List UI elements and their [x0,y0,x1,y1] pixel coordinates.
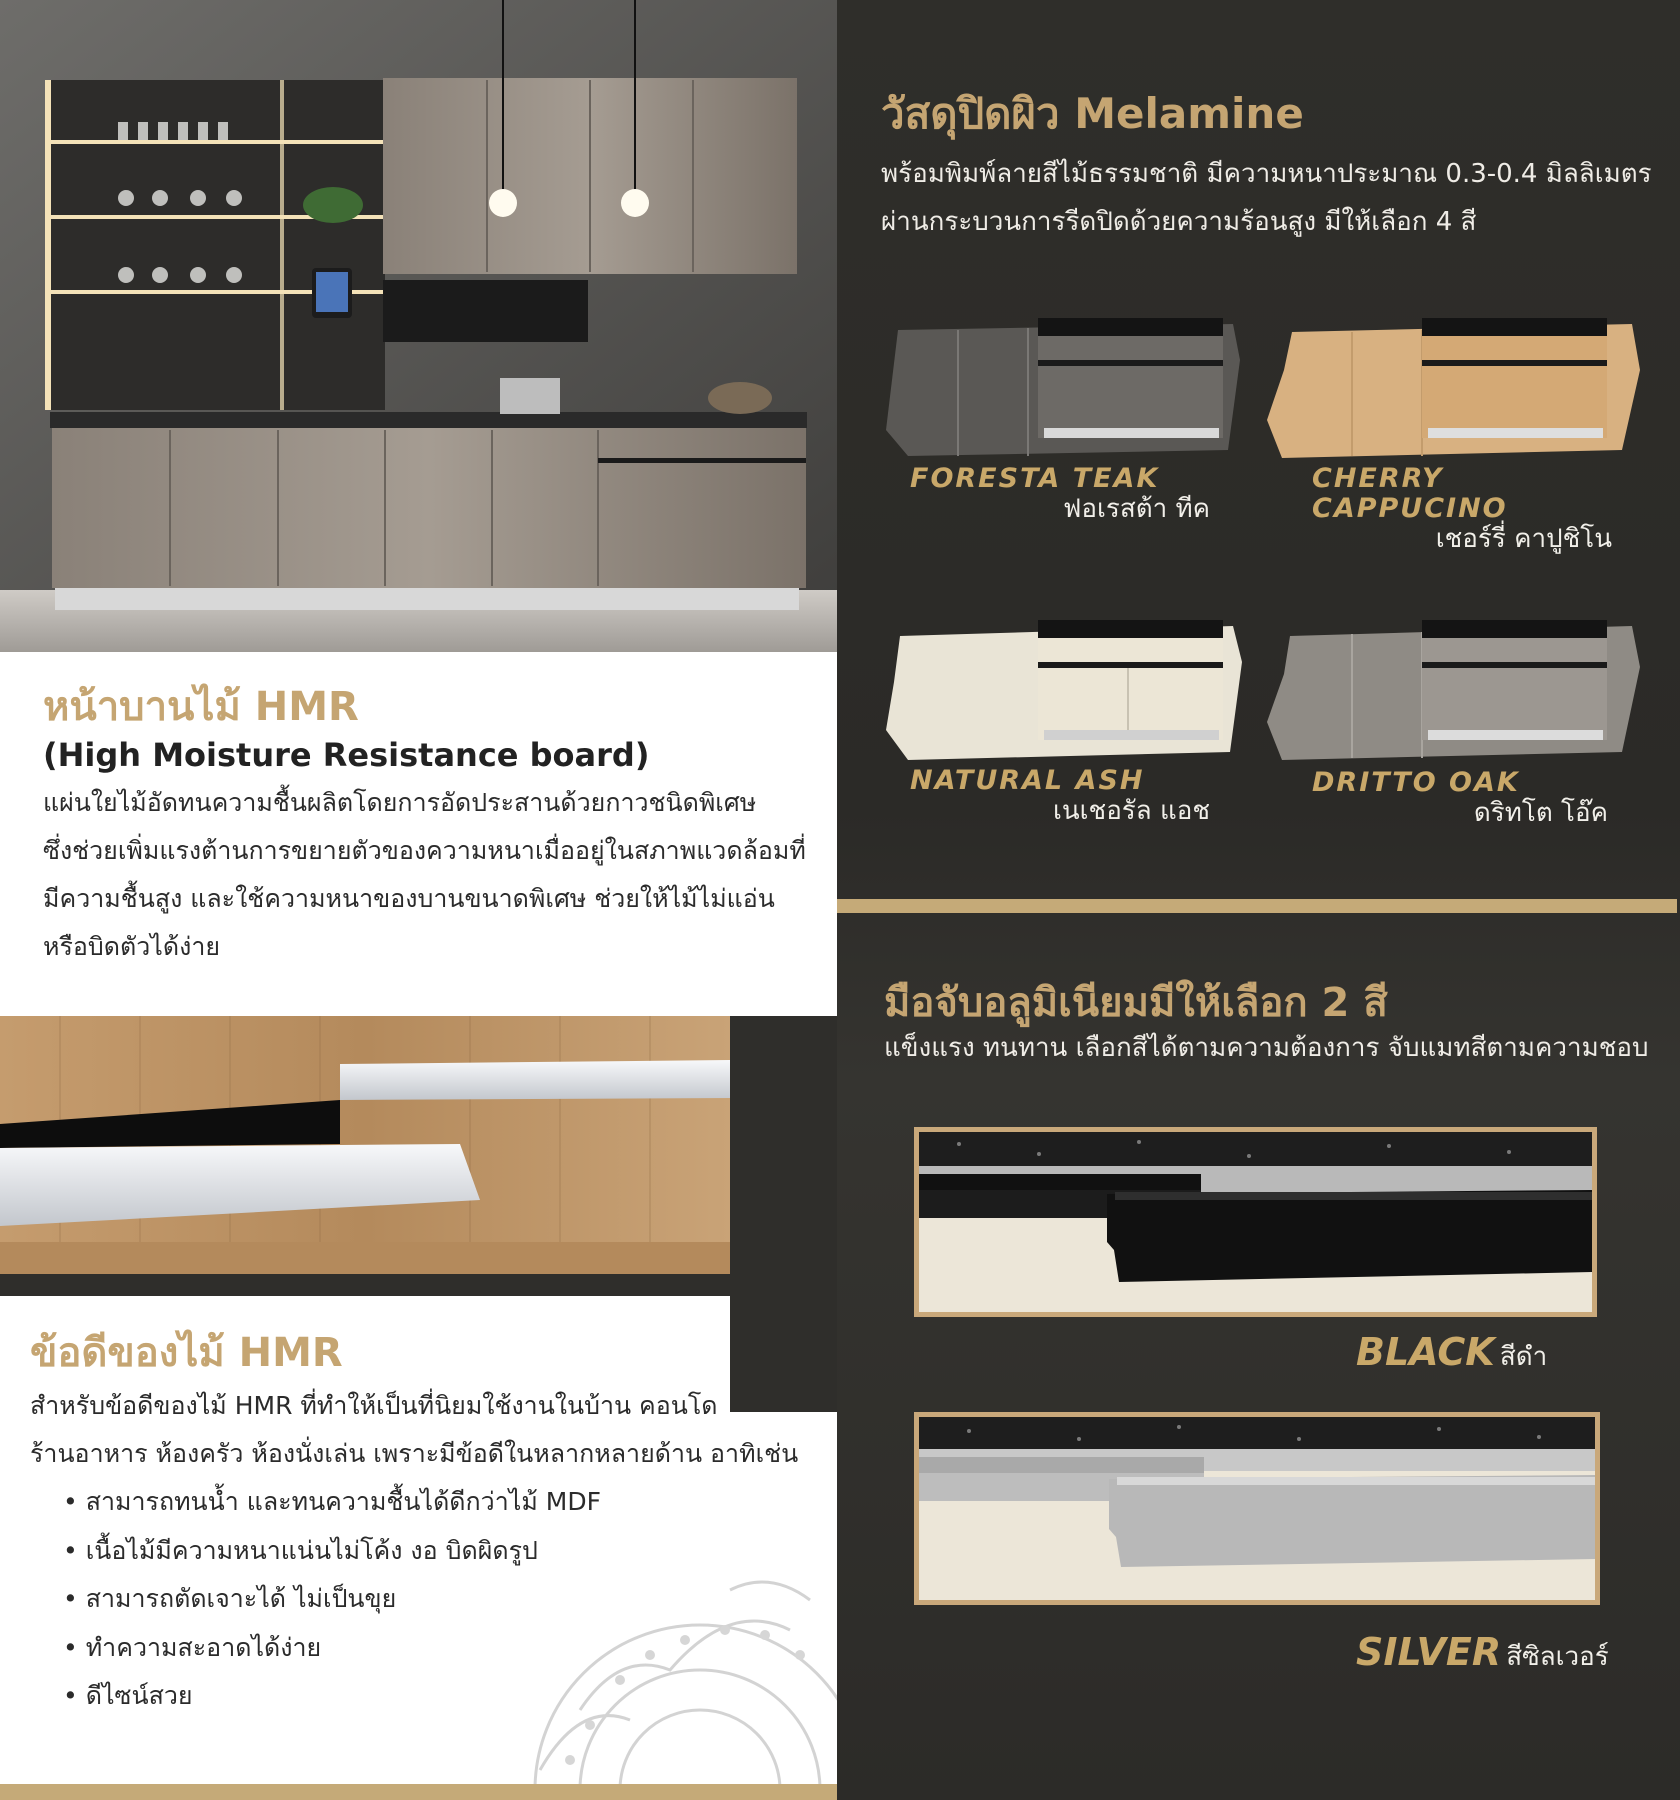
silver-label-en: SILVER [1356,1630,1502,1674]
swatch-cherry-cappucino [1262,310,1647,570]
hmr-subtitle: (High Moisture Resistance board) [43,736,650,774]
benefits-title: ข้อดีของไม้ HMR [30,1330,343,1376]
benefits-intro-line: ร้านอาหาร ห้องครัว ห้องนั่งเล่น เพราะมีข้อดีในหลากหลายด้าน อาทิเช่น [30,1439,799,1468]
swatch-name-th: เชอร์รี่ คาปูชิโน [1435,524,1612,554]
handles-title: มือจับอลูมิเนียมมีให้เลือก 2 สี [884,980,1388,1026]
swatch-foresta-teak [878,310,1248,535]
silver-handle-label [1356,1630,1609,1677]
kitchen-illustration [0,0,837,652]
bottom-gold-bar [0,1784,837,1800]
swatch-name-en: NATURAL ASH [910,765,1145,796]
hmr-text-block [43,684,833,971]
melamine-desc-line: พร้อมพิมพ์ลายสีไม้ธรรมชาติ มีความหนาประมาณ 0.3-0.4 มิลลิเมตร [881,159,1652,190]
swatch-name-en: FORESTA TEAK [910,463,1160,494]
handles-description: แข็งแรง ทนทาน เลือกสีได้ตามความต้องการ จับแมทสีตามความชอบ [884,1033,1649,1063]
swatch-name-en-line2: CAPPUCINO [1312,493,1508,524]
hmr-line: แผ่นใยไม้อัดทนความชื้นผลิตโดยการอัดประสานด้วยกาวชนิดพิเศษ [43,788,757,817]
swatch-name-th: ดริทโต โอ๊ค [1473,798,1608,828]
swatch-natural-ash [878,612,1248,837]
melamine-text-block [881,90,1661,246]
black-label-en: BLACK [1356,1330,1495,1374]
benefit-item: • ทำความสะอาดได้ง่าย [63,1624,820,1673]
swatch-foresta-teak-image [878,310,1248,460]
melamine-desc-line: ผ่านกระบวนการรีดปิดด้วยความร้อนสูง มีให้เลือก 4 สี [881,207,1477,238]
black-handle-photo [914,1127,1597,1317]
silver-handle-photo [914,1412,1600,1605]
hmr-title: หน้าบานไม้ HMR [43,684,359,730]
benefit-item: • ดีไซน์สวย [63,1672,820,1721]
benefits-text-block [30,1330,820,1721]
benefits-list [63,1478,820,1721]
swatch-name-en-line1: CHERRY [1312,463,1444,494]
hmr-line: มีความชื้นสูง และใช้ความหนาของบานขนาดพิเศษ ช่วยให้ไม้ไม่แอ่น [43,884,775,913]
swatch-name-th: ฟอเรสต้า ทีค [1062,494,1210,524]
handle-closeup-illustration [0,1016,730,1274]
black-handle-illustration [919,1132,1592,1312]
benefits-intro-line: สำหรับข้อดีของไม้ HMR ที่ทำให้เป็นที่นิยมใช้งานในบ้าน คอนโด [30,1391,718,1420]
silver-handle-illustration [919,1417,1595,1600]
benefit-item: • เนื้อไม้มีความหนาแน่นไม่โค้ง งอ บิดผิดรูป [63,1527,820,1576]
swatch-dritto-oak [1262,612,1647,837]
melamine-description [881,150,1661,246]
handle-closeup-photo [0,1016,730,1274]
black-label-th: สีดำ [1499,1342,1548,1372]
melamine-title: วัสดุปิดผิว Melamine [881,89,1304,138]
silver-label-th: สีซิลเวอร์ [1506,1642,1609,1672]
black-handle-label [1356,1330,1547,1377]
swatch-natural-ash-image [878,612,1248,762]
swatch-name-th: เนเชอรัล แอช [1053,796,1210,826]
gold-divider [837,899,1677,913]
hmr-line: ซึ่งช่วยเพิ่มแรงต้านการขยายตัวของความหนาเมื่ออยู่ในสภาพแวดล้อมที่ [43,836,806,865]
swatch-name-en: DRITTO OAK [1312,767,1520,798]
benefit-item: • สามารถตัดเจาะได้ ไม่เป็นขุย [63,1575,820,1624]
handles-text-block [884,980,1664,1068]
benefits-intro [30,1382,820,1478]
hmr-description [43,779,833,971]
swatch-dritto-oak-image [1262,612,1647,762]
hmr-line: หรือบิดตัวได้ง่าย [43,932,221,961]
kitchen-hero-photo [0,0,837,652]
benefit-item: • สามารถทนน้ำ และทนความชื้นได้ดีกว่าไม้ MDF [63,1478,820,1527]
swatch-cherry-cappucino-image [1262,310,1647,460]
